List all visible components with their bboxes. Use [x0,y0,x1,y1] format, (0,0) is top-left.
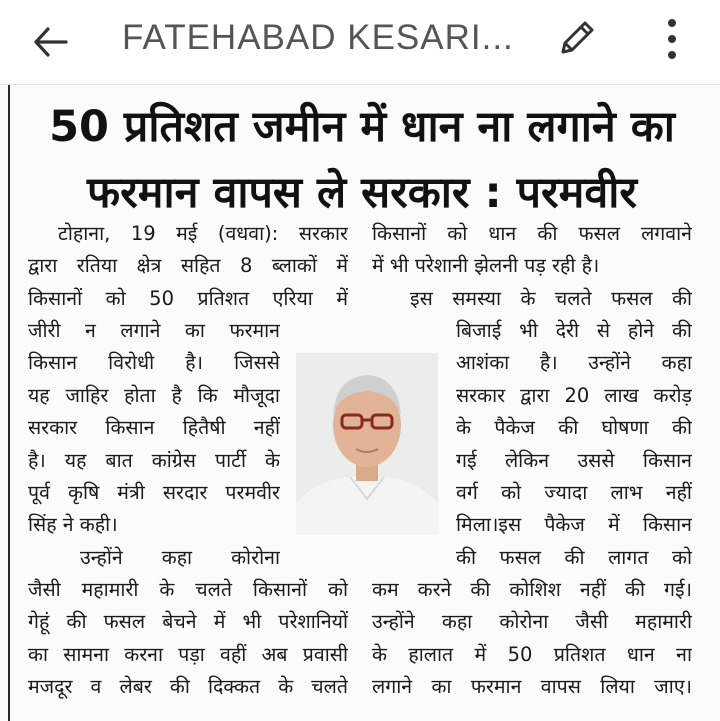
text-line: में भी परेशानी झेलनी पड़ रही है। [372,254,600,278]
text-line: मजदूर व लेबर की दिक्कत के चलते [28,675,348,699]
right-column-middle [456,315,692,574]
text-line: द्वारा रतिया क्षेत्र सहित 8 ब्लाकों में [28,254,348,278]
document-title: FATEHABAD KESARI... [122,18,514,57]
text-line: के हालात में 50 प्रतिशत धान ना [372,642,692,666]
left-column-middle [28,315,280,574]
politician-photo [296,353,438,535]
text-line: जीरी न लगाने का फरमान [28,319,280,342]
text-line: है। यह बात कांग्रेस पार्टी के [28,448,280,472]
text-line: जैसी महामारी के चलते किसानों को [28,578,348,601]
text-line: सिंह ने कही। [28,513,118,537]
headline-line-2: फरमान वापस ले सरकार : परमवीर [87,168,637,218]
right-column-top [372,218,692,315]
text-line: यह जाहिर होता है कि मौजूदा [28,383,280,407]
pencil-icon[interactable] [553,14,601,62]
text-line: के पैकेज की घोषणा की [456,416,692,440]
text-line: का सामना करना पड़ा वहीं अब प्रवासी [28,642,348,666]
text-line: कम करने की कोशिश नहीं की गई। [372,578,692,601]
left-column-top [28,218,348,315]
app-toolbar [0,0,720,85]
text-line: किसानों को धान की फसल लगवाने [372,222,692,245]
text-line: किसानों को 50 प्रतिशत एरिया में [28,286,348,310]
left-column-bottom [28,574,348,704]
text-line: गई लेकिन उससे किसान [456,448,692,472]
text-line: आशंका है। उन्होंने कहा [456,351,692,375]
portrait-image [296,353,438,535]
arrow-left-icon[interactable] [28,20,72,64]
clipping-edge [8,85,10,721]
text-line: सरकार द्वारा 20 लाख करोड़ [456,383,692,407]
more-vertical-icon[interactable] [658,14,686,64]
text-line: बिजाई भी देरी से होने की [456,319,692,342]
text-line: वर्ग को ज्यादा लाभ नहीं [456,480,692,504]
text-line: इस समस्या के चलते फसल की [410,286,692,310]
text-line: टोहाना, 19 मई (वधवा): सरकार [58,222,348,245]
text-line: गेहूं की फसल बेचने में भी परेशानियों [28,610,348,634]
text-line: लगाने का फरमान वापस लिया जाए। [372,675,692,699]
newspaper-clipping [0,85,720,721]
text-line: पूर्व कृषि मंत्री सरदार परमवीर [28,480,280,504]
text-line: किसान विरोधी है। जिससे [28,351,280,375]
text-line: की फसल की लागत को [456,545,692,569]
right-column-bottom [372,574,692,704]
text-line: उन्होंने कहा कोरोना [80,545,280,569]
text-line: उन्होंने कहा कोरोना जैसी महामारी [372,610,692,634]
text-line: सरकार किसान हितैषी नहीं [28,416,280,440]
text-line: मिला।इस पैकेज में किसान [456,513,692,537]
headline-line-1: 50 प्रतिशत जमीन में धान ना लगाने का [49,102,675,152]
